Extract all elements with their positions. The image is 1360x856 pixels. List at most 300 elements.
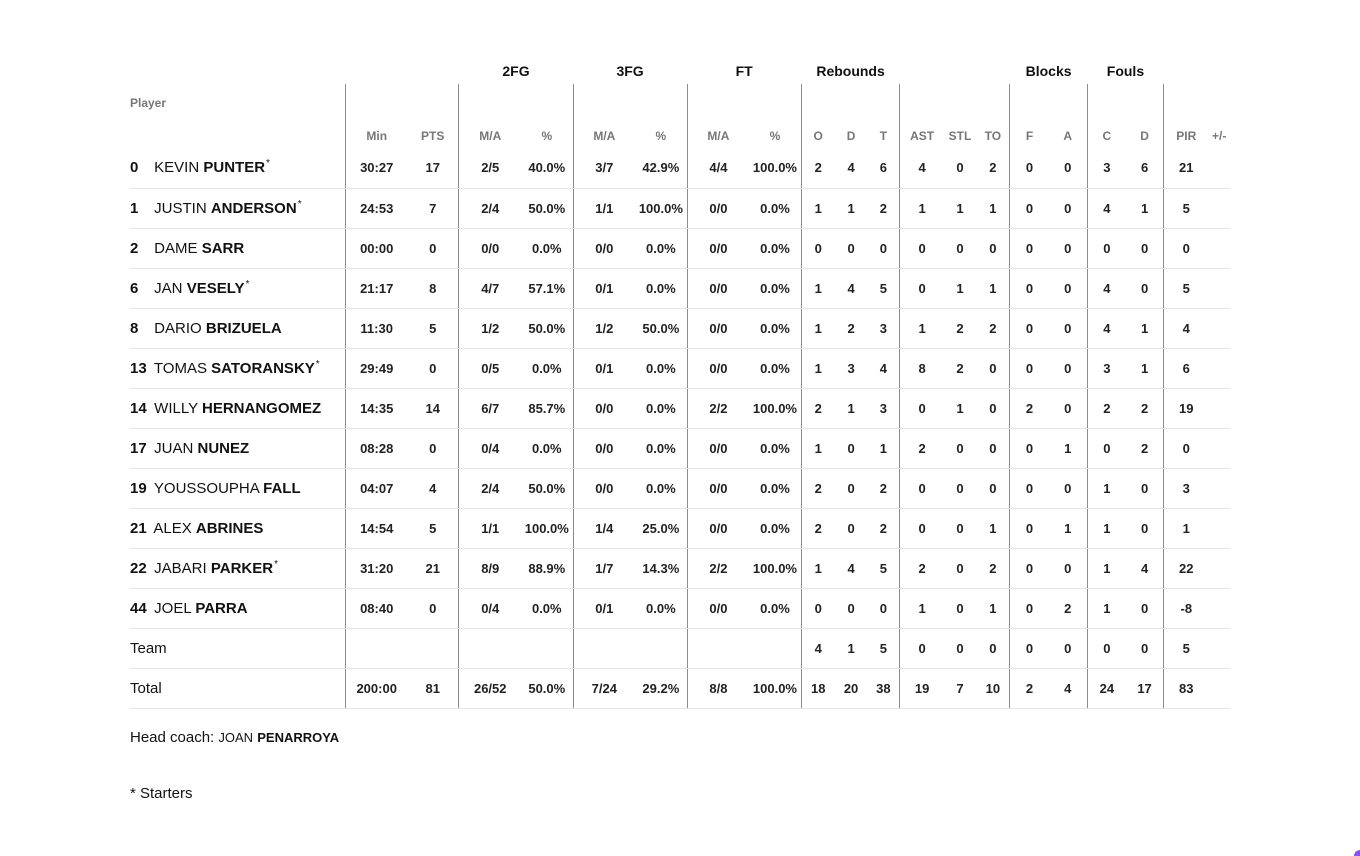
player-cell[interactable] [130, 588, 346, 628]
cell-maft: 4/4 [687, 148, 749, 188]
cell-ma3: 0/1 [573, 268, 635, 308]
cell-stl: 0 [944, 428, 977, 468]
cell-ba: 0 [1049, 348, 1088, 388]
cell-pir: 83 [1164, 668, 1209, 708]
cell-pct2: 0.0% [521, 228, 573, 268]
cell-to: 1 [976, 588, 1010, 628]
cell-pir: 0 [1164, 228, 1209, 268]
cell-pctft: 100.0% [749, 388, 801, 428]
cell-pir: 4 [1164, 308, 1209, 348]
cell-fc: 1 [1087, 588, 1126, 628]
cell-o: 1 [801, 548, 835, 588]
cell-bf: 0 [1010, 188, 1049, 228]
cell-bf: 0 [1010, 148, 1049, 188]
player-cell[interactable] [130, 268, 346, 308]
cell-pir: 1 [1164, 508, 1209, 548]
cell-ast: 0 [900, 628, 944, 668]
cell-ma3: 7/24 [573, 668, 635, 708]
cell-pct2: 85.7% [521, 388, 573, 428]
cell-t: 4 [867, 348, 900, 388]
cell-ba: 0 [1049, 268, 1088, 308]
cell-ba: 1 [1049, 508, 1088, 548]
cell-t: 3 [867, 388, 900, 428]
cell-ba: 0 [1049, 548, 1088, 588]
cell-fd: 0 [1126, 628, 1164, 668]
cell-fd: 17 [1126, 668, 1164, 708]
cell-ba: 1 [1049, 428, 1088, 468]
cell-t: 6 [867, 148, 900, 188]
cell-fc: 24 [1087, 668, 1126, 708]
cell-ma2: 0/0 [459, 228, 521, 268]
player-last-name[interactable]: PARKER [210, 559, 274, 577]
cell-ma2: 6/7 [459, 388, 521, 428]
cell-min: 21:17 [346, 268, 407, 308]
cell-pct2: 50.0% [521, 668, 573, 708]
cell-ma2: 2/4 [459, 468, 521, 508]
cell-bf: 0 [1010, 348, 1049, 388]
cell-to: 0 [976, 468, 1010, 508]
cell-to: 10 [976, 668, 1010, 708]
cell-pts: 0 [407, 588, 459, 628]
cell-pm [1208, 508, 1230, 548]
cell-pts: 5 [407, 308, 459, 348]
cell-pir: 5 [1164, 628, 1209, 668]
cell-pm [1208, 628, 1230, 668]
cell-t: 2 [867, 468, 900, 508]
header-foul-d[interactable]: D [1140, 129, 1149, 143]
cell-ma3: 0/0 [573, 428, 635, 468]
cell-d: 20 [835, 668, 868, 708]
player-row[interactable] [130, 508, 1230, 548]
cell-fc: 0 [1087, 428, 1126, 468]
player-last-name[interactable]: SARR [201, 239, 245, 257]
team-label: Team [130, 628, 346, 668]
cell-stl: 0 [944, 628, 977, 668]
cell-ma2: 1/2 [459, 308, 521, 348]
cell-maft: 0/0 [687, 228, 749, 268]
cell-ma2: 1/1 [459, 508, 521, 548]
cell-pir: 0 [1164, 428, 1209, 468]
cell-stl: 2 [944, 308, 977, 348]
coach-first-name: JOAN [218, 730, 254, 745]
player-first-name[interactable]: JUAN [154, 439, 194, 457]
cell-ast: 4 [900, 148, 944, 188]
cell-pts: 8 [407, 268, 459, 308]
player-cell[interactable] [130, 308, 346, 348]
cell-ma3: 1/1 [573, 188, 635, 228]
cell-d: 0 [835, 428, 868, 468]
cell-pts: 14 [407, 388, 459, 428]
cell-pct3: 42.9% [635, 148, 687, 188]
cell-o: 4 [801, 628, 835, 668]
cell-d: 2 [835, 308, 868, 348]
cell-ma3: 0/0 [573, 388, 635, 428]
player-row[interactable] [130, 348, 1230, 388]
cell-ba: 0 [1049, 228, 1088, 268]
cell-pts: 7 [407, 188, 459, 228]
player-cell[interactable] [130, 228, 346, 268]
cell-stl: 2 [944, 348, 977, 388]
cell-min: 14:35 [346, 388, 407, 428]
player-first-name[interactable]: JUSTIN [154, 199, 207, 217]
header-player[interactable]: Player [130, 96, 167, 110]
cell-maft: 0/0 [687, 308, 749, 348]
cell-t: 5 [867, 548, 900, 588]
cell-min: 200:00 [346, 668, 407, 708]
cell-to: 0 [976, 628, 1010, 668]
window-corner [1354, 850, 1360, 856]
cell-pir: 5 [1164, 188, 1209, 228]
header-reb-o[interactable]: O [801, 84, 835, 148]
cell-o: 1 [801, 348, 835, 388]
player-row[interactable] [130, 428, 1230, 468]
player-first-name[interactable]: ALEX [153, 519, 192, 537]
player-cell[interactable] [130, 388, 346, 428]
cell-d: 0 [835, 588, 868, 628]
player-last-name[interactable]: BRIZUELA [205, 319, 282, 337]
player-number: 0 [130, 159, 139, 177]
player-first-name[interactable]: TOMAS [153, 359, 207, 377]
cell-bf: 0 [1010, 468, 1049, 508]
player-last-name[interactable]: PUNTER [203, 159, 266, 177]
header-pir[interactable]: PIR [1164, 84, 1209, 148]
cell-pts: 17 [407, 148, 459, 188]
starter-mark: * [266, 158, 270, 170]
player-cell[interactable] [130, 548, 346, 588]
group-ft: FT [735, 63, 753, 79]
cell-to: 1 [976, 508, 1010, 548]
cell-maft: 0/0 [687, 468, 749, 508]
player-row[interactable] [130, 188, 1230, 228]
cell-ast: 0 [900, 388, 944, 428]
cell-pct2: 57.1% [521, 268, 573, 308]
cell-o: 2 [801, 468, 835, 508]
header-min[interactable]: Min [346, 84, 407, 148]
player-row[interactable] [130, 468, 1230, 508]
cell-o: 2 [801, 508, 835, 548]
cell-fd: 0 [1126, 508, 1164, 548]
cell-ast: 2 [900, 428, 944, 468]
head-coach-label: Head coach: [130, 729, 219, 746]
header-reb-t[interactable]: T [879, 129, 888, 143]
cell-pm [1208, 188, 1230, 228]
cell-ba: 4 [1049, 668, 1088, 708]
player-number: 1 [130, 199, 139, 217]
cell-d: 1 [835, 628, 868, 668]
cell-bf: 0 [1010, 228, 1049, 268]
cell-o: 1 [801, 268, 835, 308]
cell-stl: 1 [944, 268, 977, 308]
cell-to: 0 [976, 388, 1010, 428]
header-foul-c[interactable]: C [1087, 84, 1126, 148]
cell-pir: 22 [1164, 548, 1209, 588]
cell-stl: 7 [944, 668, 977, 708]
cell-pct3: 0.0% [635, 588, 687, 628]
player-last-name[interactable]: SATORANSKY [211, 359, 315, 377]
player-cell[interactable] [130, 468, 346, 508]
cell-fd: 1 [1126, 188, 1164, 228]
starters-footnote: * Starters [130, 785, 193, 802]
cell-stl: 1 [944, 388, 977, 428]
cell-ma2 [459, 628, 521, 668]
cell-stl: 0 [944, 228, 977, 268]
boxscore-table [130, 58, 1230, 709]
cell-pctft: 0.0% [749, 188, 801, 228]
cell-fc: 4 [1087, 268, 1126, 308]
cell-t: 3 [867, 308, 900, 348]
header-blk-a[interactable]: A [1063, 129, 1073, 143]
cell-pct2: 100.0% [521, 508, 573, 548]
cell-t: 5 [867, 268, 900, 308]
player-first-name[interactable]: WILLY [154, 399, 198, 417]
cell-pct2: 50.0% [521, 308, 573, 348]
cell-pct3: 50.0% [635, 308, 687, 348]
cell-pm [1208, 308, 1230, 348]
cell-pctft: 0.0% [749, 468, 801, 508]
cell-pts: 0 [407, 348, 459, 388]
cell-to: 2 [976, 308, 1010, 348]
cell-ma2: 4/7 [459, 268, 521, 308]
cell-bf: 0 [1010, 508, 1049, 548]
header-ft-ma[interactable]: M/A [687, 84, 749, 148]
cell-fd: 0 [1126, 588, 1164, 628]
cell-min: 29:49 [346, 348, 407, 388]
cell-maft: 0/0 [687, 428, 749, 468]
player-last-name[interactable]: VESELY [186, 279, 245, 297]
player-first-name[interactable]: KEVIN [154, 159, 200, 177]
player-last-name[interactable]: ABRINES [195, 519, 264, 537]
cell-pctft: 0.0% [749, 428, 801, 468]
header-3fg-ma[interactable]: M/A [573, 84, 635, 148]
cell-ast: 0 [900, 508, 944, 548]
cell-fd: 4 [1126, 548, 1164, 588]
cell-stl: 1 [944, 188, 977, 228]
cell-bf: 0 [1010, 428, 1049, 468]
header-pts[interactable]: PTS [421, 129, 445, 143]
cell-maft [687, 628, 749, 668]
cell-min: 08:40 [346, 588, 407, 628]
player-row[interactable] [130, 548, 1230, 588]
player-row[interactable] [130, 308, 1230, 348]
cell-pct3: 0.0% [635, 268, 687, 308]
cell-stl: 0 [944, 588, 977, 628]
player-row[interactable] [130, 388, 1230, 428]
header-plus-minus[interactable]: +/- [1212, 129, 1227, 143]
cell-pctft: 0.0% [749, 588, 801, 628]
header-blk-f[interactable]: F [1010, 84, 1049, 148]
cell-pctft: 0.0% [749, 348, 801, 388]
cell-ma3: 0/1 [573, 588, 635, 628]
cell-t: 38 [867, 668, 900, 708]
cell-fc: 0 [1087, 228, 1126, 268]
cell-ast: 19 [900, 668, 944, 708]
cell-min [346, 628, 407, 668]
cell-ma2: 0/4 [459, 428, 521, 468]
cell-pctft [749, 628, 801, 668]
cell-maft: 0/0 [687, 348, 749, 388]
cell-pts: 81 [407, 668, 459, 708]
cell-pct2: 0.0% [521, 588, 573, 628]
cell-pm [1208, 468, 1230, 508]
player-row[interactable] [130, 588, 1230, 628]
header-to[interactable]: TO [984, 129, 1002, 143]
cell-to: 0 [976, 348, 1010, 388]
cell-min: 08:28 [346, 428, 407, 468]
cell-pct3: 100.0% [635, 188, 687, 228]
cell-o: 18 [801, 668, 835, 708]
cell-t: 1 [867, 428, 900, 468]
cell-pct2: 88.9% [521, 548, 573, 588]
cell-bf: 2 [1010, 668, 1049, 708]
cell-fd: 0 [1126, 268, 1164, 308]
player-cell[interactable] [130, 148, 346, 188]
player-number: 14 [130, 399, 147, 417]
group-3fg: 3FG [616, 63, 644, 79]
cell-d: 0 [835, 228, 868, 268]
cell-pir: 5 [1164, 268, 1209, 308]
header-3fg-pct[interactable]: % [655, 129, 667, 143]
player-last-name[interactable]: FALL [263, 479, 301, 497]
cell-pctft: 100.0% [749, 668, 801, 708]
cell-o: 2 [801, 148, 835, 188]
cell-ast: 1 [900, 588, 944, 628]
header-ast[interactable]: AST [900, 84, 944, 148]
cell-pct3: 0.0% [635, 468, 687, 508]
cell-pir: 21 [1164, 148, 1209, 188]
cell-maft: 0/0 [687, 508, 749, 548]
group-fouls: Fouls [1106, 63, 1145, 79]
player-cell[interactable] [130, 508, 346, 548]
cell-pir: 19 [1164, 388, 1209, 428]
player-row[interactable] [130, 268, 1230, 308]
player-first-name[interactable]: JABARI [154, 559, 207, 577]
header-stl[interactable]: STL [948, 129, 972, 143]
cell-ma3: 1/7 [573, 548, 635, 588]
player-first-name[interactable]: DAME [154, 239, 198, 257]
header-ft-pct[interactable]: % [769, 129, 781, 143]
cell-min: 30:27 [346, 148, 407, 188]
cell-bf: 0 [1010, 548, 1049, 588]
cell-t: 2 [867, 508, 900, 548]
cell-pm [1208, 148, 1230, 188]
starter-mark: * [245, 278, 250, 290]
cell-o: 0 [801, 228, 835, 268]
cell-bf: 0 [1010, 588, 1049, 628]
cell-maft: 0/0 [687, 268, 749, 308]
cell-ba: 0 [1049, 188, 1088, 228]
player-cell[interactable] [130, 428, 346, 468]
header-2fg-pct[interactable]: % [541, 129, 553, 143]
player-row[interactable] [130, 148, 1230, 188]
cell-to: 2 [976, 148, 1010, 188]
cell-pctft: 0.0% [749, 508, 801, 548]
cell-ba: 0 [1049, 148, 1088, 188]
cell-pct2: 50.0% [521, 468, 573, 508]
cell-pct2 [521, 628, 573, 668]
player-last-name[interactable]: PARRA [195, 599, 248, 617]
cell-ast: 0 [900, 268, 944, 308]
cell-stl: 0 [944, 548, 977, 588]
cell-ast: 2 [900, 548, 944, 588]
player-last-name[interactable]: HERNANGOMEZ [201, 399, 322, 417]
player-first-name[interactable]: DARIO [154, 319, 202, 337]
group-rebounds: Rebounds [816, 63, 885, 79]
player-last-name[interactable]: NUNEZ [197, 439, 250, 457]
player-number: 13 [130, 359, 147, 377]
cell-min: 31:20 [346, 548, 407, 588]
cell-fc: 0 [1087, 628, 1126, 668]
cell-maft: 2/2 [687, 388, 749, 428]
cell-pts: 0 [407, 228, 459, 268]
player-number: 6 [130, 279, 139, 297]
cell-ast: 1 [900, 188, 944, 228]
cell-pts: 21 [407, 548, 459, 588]
player-last-name[interactable]: ANDERSON [210, 199, 297, 217]
starter-mark: * [274, 558, 278, 570]
cell-pir: 6 [1164, 348, 1209, 388]
group-header-row [130, 58, 1230, 84]
cell-min: 14:54 [346, 508, 407, 548]
cell-fd: 1 [1126, 348, 1164, 388]
cell-ast: 8 [900, 348, 944, 388]
cell-bf: 2 [1010, 388, 1049, 428]
cell-fc: 4 [1087, 308, 1126, 348]
player-first-name[interactable]: JOEL [154, 599, 192, 617]
cell-o: 1 [801, 308, 835, 348]
cell-pm [1208, 228, 1230, 268]
player-row[interactable] [130, 228, 1230, 268]
player-cell[interactable] [130, 348, 346, 388]
cell-pct2: 0.0% [521, 348, 573, 388]
cell-pct3: 25.0% [635, 508, 687, 548]
cell-ma2: 8/9 [459, 548, 521, 588]
cell-pctft: 0.0% [749, 268, 801, 308]
cell-pct3: 0.0% [635, 228, 687, 268]
cell-maft: 0/0 [687, 188, 749, 228]
cell-pctft: 0.0% [749, 228, 801, 268]
cell-to: 0 [976, 228, 1010, 268]
cell-bf: 0 [1010, 268, 1049, 308]
player-number: 44 [130, 599, 147, 617]
cell-pts: 4 [407, 468, 459, 508]
cell-fd: 0 [1126, 228, 1164, 268]
player-first-name[interactable]: JAN [154, 279, 183, 297]
player-cell[interactable] [130, 188, 346, 228]
player-first-name[interactable]: YOUSSOUPHA [153, 479, 259, 497]
group-blocks: Blocks [1025, 63, 1072, 79]
cell-ast: 0 [900, 468, 944, 508]
cell-pm [1208, 668, 1230, 708]
cell-fd: 6 [1126, 148, 1164, 188]
cell-fc: 2 [1087, 388, 1126, 428]
total-row [130, 668, 1230, 708]
cell-d: 1 [835, 388, 868, 428]
header-reb-d[interactable]: D [846, 129, 856, 143]
cell-pir: -8 [1164, 588, 1209, 628]
starter-mark: * [315, 358, 320, 370]
cell-pct3: 14.3% [635, 548, 687, 588]
cell-ma3 [573, 628, 635, 668]
cell-d: 4 [835, 548, 868, 588]
cell-ba: 0 [1049, 388, 1088, 428]
header-2fg-ma[interactable]: M/A [459, 84, 521, 148]
cell-pct2: 40.0% [521, 148, 573, 188]
cell-d: 4 [835, 268, 868, 308]
cell-maft: 0/0 [687, 588, 749, 628]
cell-pm [1208, 348, 1230, 388]
cell-fc: 1 [1087, 508, 1126, 548]
column-header-row [130, 84, 1230, 148]
